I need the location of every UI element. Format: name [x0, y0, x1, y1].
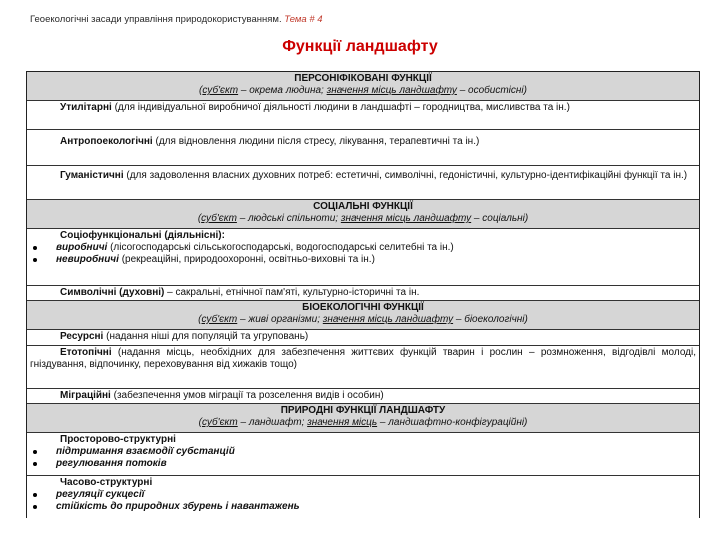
table-row: [27, 476, 699, 518]
list-item: стійкість до природних збурень і навантажень: [30, 501, 696, 513]
list-item: підтримання взаємодії субстанцій: [30, 446, 696, 458]
list-item: невиробничі (рекреаційні, природоохоронні, освітньо-виховні та ін.): [30, 254, 696, 266]
page-title: Функції ландшафту: [282, 38, 438, 55]
list-item: регуляції сукцесії: [30, 489, 696, 501]
table-row: Символічні (духовні) – сакральні, етнічної пам'яті, культурно-історичні та ін.: [27, 286, 699, 301]
table-row: [27, 229, 699, 286]
section-heading: СОЦІАЛЬНІ ФУНКЦІЇ: [313, 201, 413, 212]
section-personified-header: [27, 72, 699, 101]
course-title: Геоекологічні засади управління природокористуванням.: [30, 14, 282, 25]
section-social-header: [27, 200, 699, 229]
table-row: Утилітарні (для індивідуальної виробничої діяльності людини в ландшафті – городництва, мисливства та ін.): [27, 101, 699, 130]
topic-label: Тема # 4: [284, 14, 323, 25]
section-subtitle: (суб'єкт – ландшафт; значення місць – ландшафтно-конфігураційні): [198, 417, 528, 428]
section-heading: БІОЕКОЛОГІЧНІ ФУНКЦІЇ: [302, 302, 424, 313]
list-item: виробничі (лісогосподарські сільськогосподарські, водогосподарські селитебні та ін.): [30, 242, 696, 254]
section-natural-header: [27, 404, 699, 433]
table-row: Антропоекологічні (для відновлення людини після стресу, лікування, терапевтичні та ін.): [27, 130, 699, 166]
section-subtitle: (суб'єкт – окрема людина; значення місць ландшафту – особистісні): [199, 85, 527, 96]
socio-functional-term: Соціофункціональні (діяльнісні):: [60, 230, 225, 241]
table-row: Міграційні (забезпечення умов міграції та розселення видів і особин): [27, 389, 699, 404]
list-item: регулювання потоків: [30, 458, 696, 470]
table-row: Ресурсні (надання ніші для популяцій та угруповань): [27, 330, 699, 346]
page-header: [30, 14, 323, 25]
section-subtitle: (суб'єкт – живі організми; значення місць ландшафту – біоекологічні): [198, 314, 528, 325]
table-row: [27, 433, 699, 476]
spatial-structural-term: Просторово-структурні: [60, 434, 176, 445]
section-heading: ПРИРОДНІ ФУНКЦІЇ ЛАНДШАФТУ: [280, 405, 446, 416]
section-bioecological-header: [27, 301, 699, 330]
table-row: Етотопічні (надання місць, необхідних для забезпечення життєвих функцій тварин і рослин – розмноження, відгодівлі молоді, гніздування, відпочинку, переховування від хижаків тощо): [27, 346, 699, 389]
section-heading: ПЕРСОНІФІКОВАНІ ФУНКЦІЇ: [294, 73, 432, 84]
table-row: Гуманістичні (для задоволення власних духовних потреб: естетичні, символічні, гедоністичні, культурно-ідентифікаційні функції та ін.): [27, 166, 699, 200]
section-subtitle: (суб'єкт – людські спільноти; значення місць ландшафту – соціальні): [197, 213, 529, 224]
temporal-structural-term: Часово-структурні: [60, 477, 153, 488]
functions-table: [26, 71, 700, 518]
